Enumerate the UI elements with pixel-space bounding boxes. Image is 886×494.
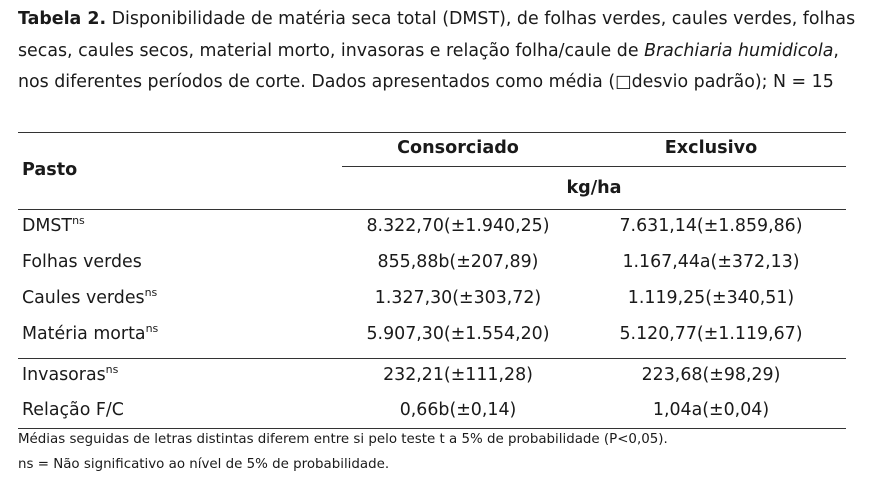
table-cell: 5.907,30(±1.554,20) <box>366 324 550 344</box>
consorciado-header: Consorciado <box>397 138 519 158</box>
group-divider-rule <box>18 358 846 359</box>
table-cell: 1.167,44a(±372,13) <box>622 252 800 272</box>
caption-label: Tabela 2. <box>18 9 107 29</box>
table-cell: 1,04a(±0,04) <box>652 400 770 420</box>
table-cell: 1.327,30(±303,72) <box>374 288 542 308</box>
table-bottom-rule <box>18 428 846 429</box>
caption-text-part1: Disponibilidade de matéria seca total (DMST), de folhas verdes, caules verdes, folhas secas, caules secos, material morto, invasoras e relação folha/caule de <box>18 9 856 61</box>
table-cell: 855,88b(±207,89) <box>377 252 539 272</box>
row-superscript: ns <box>145 322 159 335</box>
row-superscript: ns <box>144 286 158 299</box>
footnote-ns: ns = Não significativo ao nível de 5% de probabilidade. <box>18 457 390 472</box>
table-cell: 1.119,25(±340,51) <box>627 288 795 308</box>
table-cell: 0,66b(±0,14) <box>399 400 517 420</box>
unit-header: kg/ha <box>566 178 622 198</box>
caption-species-name: Brachiaria humidicola <box>644 40 834 61</box>
row-label: Relação F/C <box>22 400 124 420</box>
table-cell: 232,21(±111,28) <box>383 365 533 385</box>
table-caption <box>18 4 870 99</box>
table-cell: 5.120,77(±1.119,67) <box>619 324 803 344</box>
footnote-significance: Médias seguidas de letras distintas diferem entre si pelo teste t a 5% de probabilidade (P<0,05). <box>18 432 668 447</box>
table-cell: 8.322,70(±1.940,25) <box>366 216 550 236</box>
table-cell: 223,68(±98,29) <box>641 365 781 385</box>
header-subgroup-rule <box>342 166 846 167</box>
row-label: Folhas verdes <box>22 252 142 272</box>
table-cell: 7.631,14(±1.859,86) <box>619 216 803 236</box>
caption-text-part2: , nos diferentes períodos de corte. Dados apresentados como média (□desvio padrão); N = 15 <box>18 40 839 92</box>
exclusivo-header: Exclusivo <box>664 138 758 158</box>
row-label: Invasoras$^{ns}$ <box>22 363 119 385</box>
pasto-header: Pasto <box>22 160 78 180</box>
row-superscript: ns <box>105 363 119 376</box>
row-label: Caules verdes$^{ns}$ <box>22 286 158 308</box>
table-top-rule <box>18 132 846 133</box>
header-bottom-rule <box>18 209 846 210</box>
row-label: Matéria morta$^{ns}$ <box>22 322 159 344</box>
row-superscript: ns <box>72 214 85 227</box>
row-label: $DMST^{ns}$ <box>22 214 85 236</box>
